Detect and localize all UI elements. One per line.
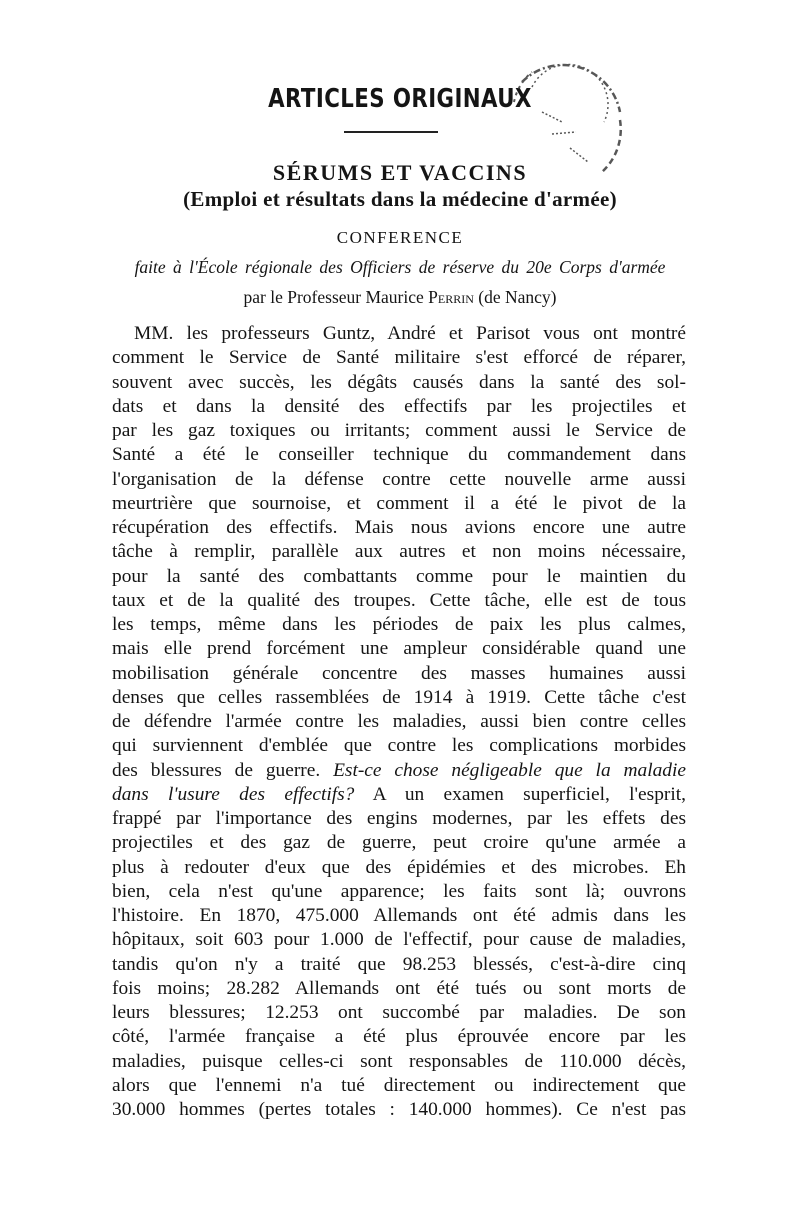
body-line: mais elle prend forcément une ampleur considérable quand une	[112, 638, 686, 660]
article-subtitle: (Emploi et résultats dans la médecine d'armée)	[183, 187, 617, 211]
body-line: denses que celles rassemblées de 1914 à 1919. Cette tâche c'est	[112, 686, 686, 708]
heading-rule	[344, 131, 438, 133]
body-line: frappé par l'importance des engins modernes, par les effets des	[112, 808, 686, 829]
venue-line: faite à l'École régionale des Officiers de réserve du 20e Corps d'armée	[134, 257, 666, 277]
body-fragment: A un examen superficiel, l'esprit,	[372, 783, 686, 805]
author-affiliation: (de Nancy)	[478, 287, 557, 307]
body-line: 30.000 hommes (pertes totales : 140.000 hommes). Ce n'est pas	[112, 1099, 686, 1120]
italic-question-a: Est-ce chose négligeable que la maladie	[333, 759, 686, 781]
body-line: de défendre l'armée contre les maladies, aussi bien contre celles	[112, 711, 686, 732]
body-line: plus à redouter d'eux que des épidémies et des microbes. Eh	[112, 856, 686, 878]
body-line: projectiles et des gaz de guerre, peut croire qu'une armée a	[112, 832, 686, 854]
body-line: hôpitaux, soit 603 pour 1.000 de l'effectif, pour cause de maladies,	[112, 929, 686, 951]
body-line: meurtrière que sournoise, et comment il a été le pivot de la	[112, 492, 686, 514]
italic-question-b: dans l'usure des effectifs?	[112, 783, 355, 805]
body-line: qui surviennent d'emblée que contre les complications morbides	[112, 735, 686, 757]
body-line: fois moins; 28.282 Allemands ont été tués ou sont morts de	[112, 977, 686, 999]
body-line: récupération des effectifs. Mais nous avions encore une autre	[112, 517, 686, 538]
author-line	[0, 287, 800, 308]
body-line: taux et de la qualité des troupes. Cette tâche, elle est de tous	[112, 589, 686, 611]
body-line: alors que l'ennemi n'a tué directement ou indirectement que	[112, 1074, 686, 1096]
body-line: les temps, même dans les périodes de paix les plus calmes,	[112, 614, 686, 635]
author-name: Perrin	[428, 287, 474, 307]
body-line-mixed	[112, 759, 686, 783]
body-line: MM. les professeurs Guntz, André et Parisot vous ont montré	[134, 323, 686, 344]
body-line: pour la santé des combattants comme pour le maintien du	[112, 565, 686, 587]
body-line: tâche à remplir, parallèle aux autres et non moins nécessaire,	[112, 541, 686, 563]
body-line: dats et dans la densité des effectifs par les projectiles et	[112, 395, 686, 417]
body-line: mobilisation générale concentre des masses humaines aussi	[112, 662, 686, 684]
body-line: maladies, puisque celles-ci sont responsables de 110.000 décès,	[112, 1050, 686, 1072]
body-line: leurs blessures; 12.253 ont succombé par maladies. De son	[112, 1002, 686, 1023]
body-line: souvent avec succès, les dégâts causés dans la santé des sol-	[112, 371, 686, 393]
conference-label: CONFERENCE	[336, 228, 464, 247]
section-heading: ARTICLES ORIGINAUX	[268, 84, 532, 114]
body-line: l'organisation de la défense contre cette nouvelle arme aussi	[112, 468, 686, 490]
body-line: côté, l'armée française a été plus éprouvée encore par les	[112, 1026, 686, 1048]
body-line: par les gaz toxiques ou irritants; comment aussi le Service de	[112, 420, 686, 441]
body-line: tandis qu'on n'y a traité que 98.253 blessés, c'est-à-dire cinq	[112, 953, 686, 975]
article-title: SÉRUMS ET VACCINS	[272, 160, 528, 185]
body-text	[112, 322, 686, 1122]
body-line: bien, cela n'est qu'une apparence; les faits sont là; ouvrons	[112, 880, 686, 902]
body-fragment: des blessures de guerre.	[112, 759, 321, 781]
author-prefix: par le Professeur Maurice	[243, 287, 424, 307]
body-line: l'histoire. En 1870, 475.000 Allemands ont été admis dans les	[112, 905, 686, 926]
body-line: comment le Service de Santé militaire s'est efforcé de réparer,	[112, 347, 686, 369]
body-line: Santé a été le conseiller technique du commandement dans	[112, 444, 686, 466]
body-line-mixed	[112, 783, 686, 807]
